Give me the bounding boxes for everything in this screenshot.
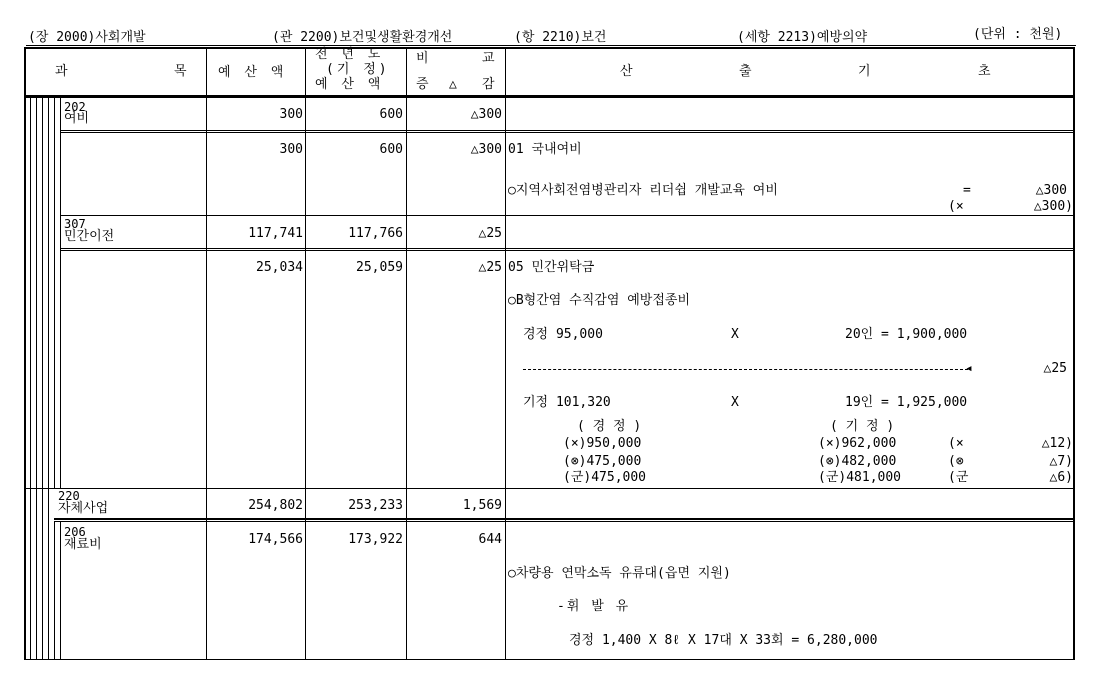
calc-2-label: 기정 101,320 — [523, 395, 611, 410]
row-220-bottom — [54, 518, 1075, 520]
header-budget: 예 산 액 — [218, 65, 287, 80]
nest-line-5 — [54, 97, 55, 489]
calc-1-x: X — [731, 327, 739, 342]
d05-bottom — [24, 488, 1075, 489]
paren-diff-2: △7) — [1049, 454, 1073, 469]
row-206-name: 재료비 — [64, 537, 102, 552]
row-206-code: 206 — [64, 525, 86, 539]
calc-divider-arrow: ◂ — [965, 361, 973, 376]
header-gwamok-left: 과 — [55, 64, 68, 79]
row-307-bottom-b — [60, 250, 1075, 251]
kj-row-3: (군)481,000 — [818, 470, 901, 485]
row-220-diff: 1,569 — [462, 498, 502, 513]
header-bottom-border — [24, 95, 1075, 98]
header-change-b: △ — [449, 77, 457, 92]
row-202-code: 202 — [64, 100, 86, 114]
calc-2-x: X — [731, 395, 739, 410]
header-prev-1: 전 년 도 — [315, 47, 384, 62]
d206-calc: 경정 1,400 X 8ℓ X 17대 X 33회 = 6,280,000 — [569, 633, 878, 648]
table-right-border — [1073, 47, 1075, 660]
row-202-name: 여비 — [64, 111, 90, 126]
row-307-diff: △25 — [478, 226, 502, 241]
header-prev-3: 예 산 액 — [315, 77, 384, 92]
paren-label-2: (⊗ — [948, 454, 964, 469]
kj-row-2: (⊗)482,000 — [818, 454, 897, 469]
row-220-prev: 253,233 — [348, 498, 403, 513]
caption-underline — [26, 45, 1076, 46]
header-basis-2: 출 — [739, 64, 752, 79]
calc-2-result: 19인 = 1,925,000 — [845, 395, 968, 410]
sehang-label: (세항 2213)예방의약 — [737, 30, 868, 45]
row-202-prev: 600 — [379, 107, 403, 122]
nest-line-1 — [30, 97, 31, 660]
col-sep-prev — [305, 47, 306, 660]
nest-line-6 — [60, 97, 61, 489]
table-top-border — [24, 47, 1075, 49]
col-sep-basis — [505, 47, 506, 660]
paren-diff-1: △12) — [1041, 436, 1073, 451]
table-bottom-border — [24, 659, 1075, 660]
unit-label: (단위 : 천원) — [973, 27, 1063, 42]
row-307-prev: 117,766 — [348, 226, 403, 241]
row-307-name: 민간이전 — [64, 229, 115, 244]
d05-title: 05 민간위탁금 — [508, 260, 595, 275]
d05-budget: 25,034 — [256, 260, 303, 275]
row-206-diff: 644 — [478, 532, 502, 547]
nest-line-5b — [54, 521, 55, 660]
nest-line-2 — [36, 97, 37, 660]
d05-item: ○B형간염 수직감염 예방접종비 — [508, 293, 691, 308]
row-202-bottom-b — [60, 132, 1075, 133]
nest-line-3 — [42, 97, 43, 660]
calc-diff: △25 — [1043, 361, 1067, 376]
gj-heading: ( 경 정 ) — [577, 419, 642, 434]
row-220-name: 자체사업 — [58, 501, 109, 516]
d05-prev: 25,059 — [356, 260, 403, 275]
row-307-budget: 117,741 — [248, 226, 303, 241]
d206-sub: -휘 발 유 — [557, 599, 631, 614]
d01-title: 01 국내여비 — [508, 142, 582, 157]
row-206-budget: 174,566 — [248, 532, 303, 547]
col-sep-diff — [406, 47, 407, 660]
d01-bottom — [60, 215, 1075, 216]
gj-row-3: (군)475,000 — [563, 470, 646, 485]
row-220-code: 220 — [58, 489, 80, 503]
col-sep-budget — [206, 47, 207, 660]
header-basis-4: 초 — [978, 64, 991, 79]
d01-paren-amt: △300) — [1033, 199, 1073, 214]
header-change-c: 감 — [482, 77, 495, 92]
row-307-code: 307 — [64, 217, 86, 231]
d01-eq: = — [963, 183, 971, 198]
row-220-bottom-b — [54, 521, 1075, 522]
d01-item: ○지역사회전염병관리자 리더쉽 개발교육 여비 — [508, 183, 778, 198]
paren-label-1: (× — [948, 436, 964, 451]
d01-paren-x: (× — [948, 199, 964, 214]
header-basis-3: 기 — [858, 64, 871, 79]
paren-label-3: (군 — [948, 470, 969, 485]
header-cmp-a: 비 — [416, 51, 429, 66]
row-202-budget: 300 — [279, 107, 303, 122]
header-basis-1: 산 — [620, 64, 633, 79]
nest-line-4 — [48, 97, 49, 660]
header-prev-2: (기 정) — [326, 62, 390, 77]
row-202-bottom — [60, 130, 1075, 131]
row-206-prev: 173,922 — [348, 532, 403, 547]
kj-heading: ( 기 정 ) — [830, 419, 895, 434]
kj-row-1: (×)962,000 — [818, 436, 897, 451]
calc-divider — [523, 369, 968, 370]
header-gwamok-right: 목 — [174, 64, 187, 79]
table-left-border — [24, 47, 26, 660]
d01-amt: △300 — [1035, 183, 1067, 198]
paren-diff-3: △6) — [1049, 470, 1073, 485]
hang-label: (항 2210)보건 — [514, 30, 607, 45]
nest-line-6b — [60, 521, 61, 660]
row-220-budget: 254,802 — [248, 498, 303, 513]
d206-item: ○차량용 연막소독 유류대(읍면 지원) — [508, 566, 731, 581]
gwan-label: (관 2200)보건및생활환경개선 — [272, 30, 453, 45]
d05-diff: △25 — [478, 260, 502, 275]
calc-1-result: 20인 = 1,900,000 — [845, 327, 968, 342]
d01-prev: 600 — [379, 142, 403, 157]
d01-budget: 300 — [279, 142, 303, 157]
jang-label: (장 2000)사회개발 — [28, 30, 146, 45]
header-change-a: 증 — [416, 77, 429, 92]
gj-row-2: (⊗)475,000 — [563, 454, 642, 469]
gj-row-1: (×)950,000 — [563, 436, 642, 451]
header-cmp-b: 교 — [482, 51, 495, 66]
calc-1-label: 경정 95,000 — [523, 327, 603, 342]
d01-diff: △300 — [470, 142, 502, 157]
row-307-bottom — [60, 248, 1075, 249]
row-202-diff: △300 — [470, 107, 502, 122]
